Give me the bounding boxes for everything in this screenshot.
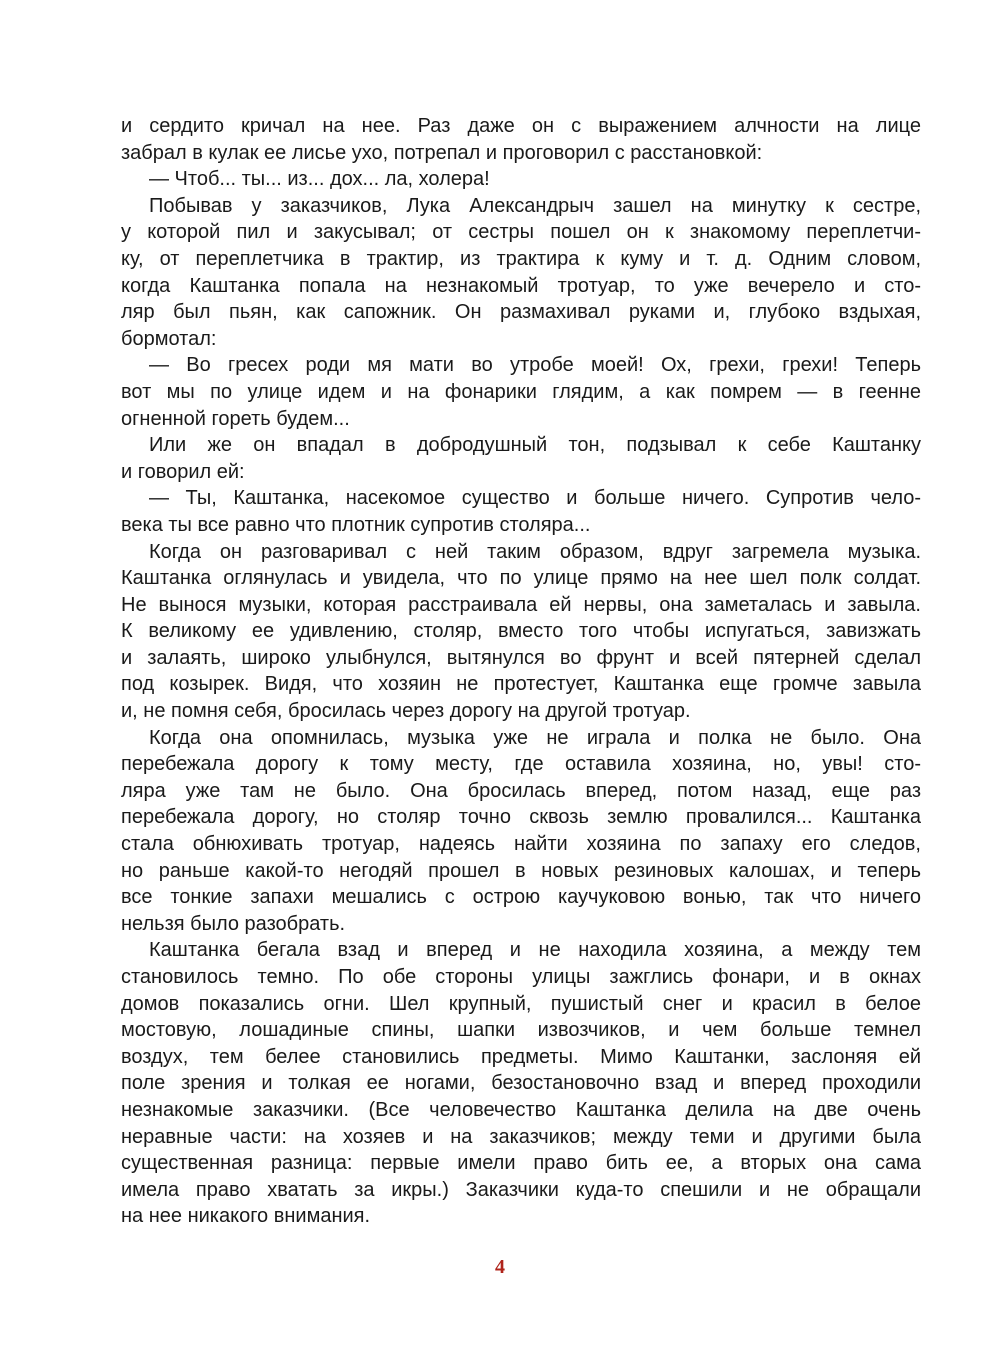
text-line: Когда она опомнилась, музыка уже не играла и полка не было. Она — [149, 726, 921, 749]
text-line: мостовую, лошадиные спины, шапки извозчиков, и чем больше темнел — [121, 1019, 921, 1042]
text-line: нельзя было разобрать. — [121, 912, 346, 935]
paragraph — [121, 937, 921, 1230]
text-line: Когда он разговаривал с ней таким образом, вдруг загремела музыка. — [149, 540, 921, 563]
text-line: стала обнюхивать тротуар, надеясь найти хозяина по запаху его следов, — [121, 833, 921, 856]
paragraph — [121, 193, 921, 353]
paragraph — [121, 113, 921, 166]
text-line: ляр был пьян, как сапожник. Он размахивал руками и, глубоко вздыхая, — [121, 301, 921, 324]
text-line: на нее никакого внимания. — [121, 1205, 371, 1228]
paragraph — [121, 166, 921, 193]
text-line: все тонкие запахи мешались с острою каучуковою вонью, так что ничего — [121, 886, 921, 909]
text-line: имела право хватать за икры.) Заказчики куда-то спешили и не обращали — [121, 1178, 921, 1201]
text-line: перебежала дорогу к тому месту, где оставила хозяина, но, увы! сто- — [121, 753, 921, 776]
text-line: под козырек. Видя, что хозяин не протестует, Каштанка еще громче завыла — [121, 673, 921, 696]
text-line: но раньше какой-то негодяй прошел в новых резиновых калошах, и теперь — [121, 859, 921, 882]
text-line: века ты все равно что плотник супротив столяра... — [121, 513, 591, 536]
text-line: когда Каштанка попала на незнакомый тротуар, то уже вечерело и сто- — [121, 274, 921, 297]
paragraph — [121, 432, 921, 485]
text-line: существенная разница: первые имели право бить ее, а вторых она сама — [121, 1152, 921, 1175]
text-line: — Чтоб... ты... из... дох... ла, холера! — [149, 168, 490, 191]
text-line: и залаять, широко улыбнулся, вытянулся во фрунт и всей пятерней сделал — [121, 646, 921, 669]
text-line: перебежала дорогу, но столяр точно сквозь землю провалился... Каштанка — [121, 806, 921, 829]
text-line: Каштанка оглянулась и увидела, что по улице прямо на нее шел полк солдат. — [121, 567, 921, 590]
text-line: вот мы по улице идем и на фонарики глядим, а как помрем — в геенне — [121, 380, 921, 403]
paragraph — [121, 539, 921, 725]
paragraph — [121, 352, 921, 432]
text-line: поле зрения и толкая ее ногами, безостановочно взад и вперед проходили — [121, 1072, 921, 1095]
text-line: огненной гореть будем... — [121, 407, 350, 430]
text-line: неравные части: на хозяев и на заказчиков; между теми и другими была — [121, 1125, 921, 1148]
text-line: Или же он впадал в добродушный тон, подзывал к себе Каштанку — [149, 434, 921, 457]
text-line: и говорил ей: — [121, 460, 245, 483]
text-line: и, не помня себя, бросилась через дорогу на другой тротуар. — [121, 700, 691, 723]
page-number: 4 — [495, 1256, 505, 1278]
text-line: Не вынося музыки, которая расстраивала ей нервы, она заметалась и завыла. — [121, 593, 921, 616]
text-line: у которой пил и закусывал; от сестры пошел он к знакомому переплетчи- — [121, 221, 921, 244]
text-line: ку, от переплетчика в трактир, из трактира к куму и т. д. Одним словом, — [121, 247, 921, 270]
text-line: становилось темно. По обе стороны улицы зажглись фонари, и в окнах — [121, 966, 921, 988]
text-line: бормотал: — [121, 327, 217, 350]
text-line: забрал в кулак ее лисье ухо, потрепал и проговорил с расстановкой: — [121, 141, 763, 164]
text-line: ляра уже там не было. Она бросилась вперед, потом назад, еще раз — [121, 779, 921, 802]
text-line: — Ты, Каштанка, насекомое существо и больше ничего. Супротив чело- — [149, 487, 921, 510]
text-line: Каштанка бегала взад и вперед и не находила хозяина, а между тем — [149, 939, 921, 962]
text-line: домов показались огни. Шел крупный, пушистый снег и красил в белое — [121, 992, 921, 1015]
text-line: К великому ее удивлению, столяр, вместо того чтобы испугаться, завизжать — [121, 620, 921, 643]
text-line: Побывав у заказчиков, Лука Александрыч зашел на минутку к сестре, — [149, 194, 921, 217]
body-text — [121, 113, 921, 1230]
text-line: незнакомые заказчики. (Все человечество Каштанка делила на две очень — [121, 1098, 921, 1121]
paragraph — [121, 725, 921, 938]
text-line: — Во гресех роди мя мати во утробе моей! Ох, грехи, грехи! Теперь — [149, 354, 921, 377]
text-line: воздух, тем белее становились предметы. Мимо Каштанки, заслоняя ей — [121, 1045, 921, 1068]
paragraph — [121, 485, 921, 538]
text-line: и сердито кричал на нее. Раз даже он с выражением алчности на лице — [121, 115, 921, 137]
